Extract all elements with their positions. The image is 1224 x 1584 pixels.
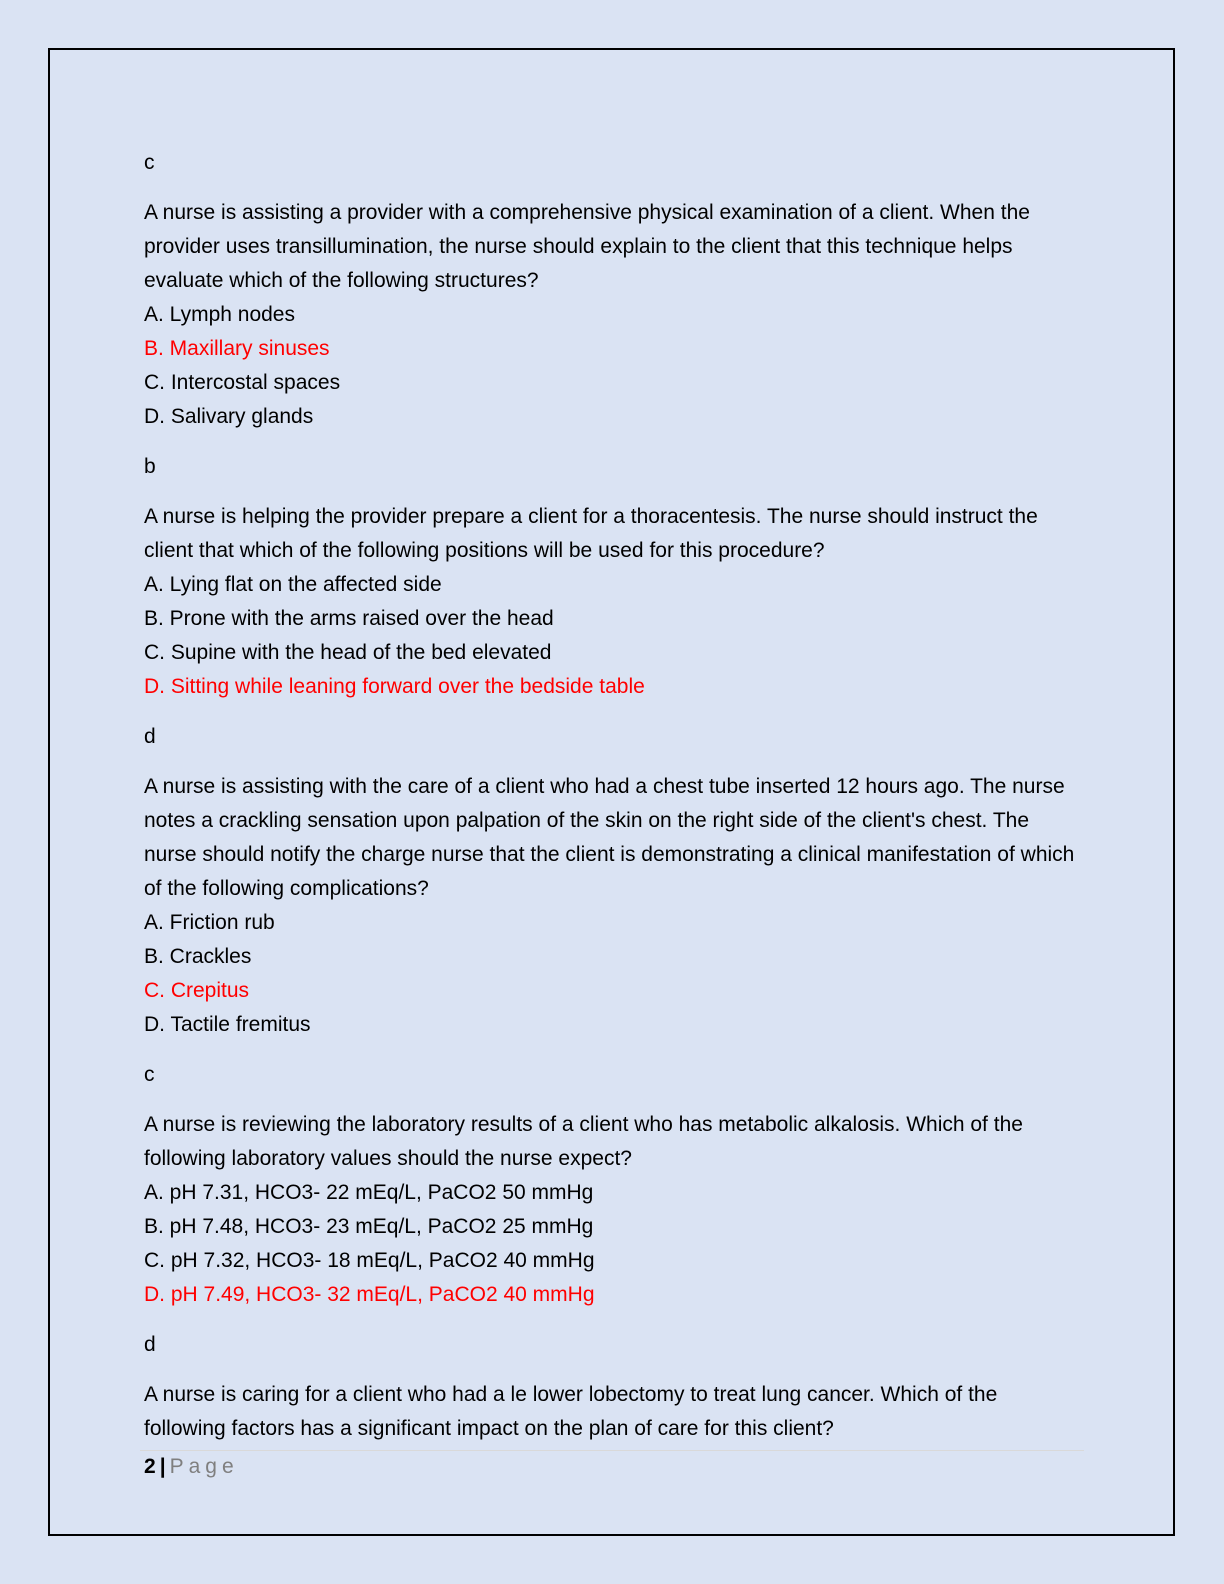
- footer-separator: |: [159, 1455, 166, 1478]
- option-c: C. pH 7.32, HCO3- 18 mEq/L, PaCO2 40 mmHg: [144, 1249, 595, 1272]
- option-b: B. Prone with the arms raised over the head: [144, 607, 554, 630]
- option-a: A. Lymph nodes: [144, 303, 295, 326]
- question-block-1: [144, 146, 1084, 434]
- option-c: C. Supine with the head of the bed elevated: [144, 641, 552, 664]
- page-number: 2: [144, 1455, 156, 1478]
- answer-key: c: [144, 151, 155, 174]
- option-b-correct: B. Maxillary sinuses: [144, 337, 330, 360]
- question-text: A nurse is assisting with the care of a client who had a chest tube inserted 12 hours ago. The nurse notes a crackling sensation upon palpation of the skin on the right side of the client's chest. The nurse should notify the charge nurse that the client is demonstrating a clinical manifestation of which of the following complications?: [144, 775, 1075, 900]
- option-d: D. Tactile fremitus: [144, 1013, 311, 1036]
- question-text: A nurse is helping the provider prepare a client for a thoracentesis. The nurse should instruct the client that which of the following positions will be used for this procedure?: [144, 505, 1038, 562]
- page-label: Page: [169, 1455, 239, 1478]
- answer-key: c: [144, 1063, 155, 1086]
- option-c: C. Intercostal spaces: [144, 371, 341, 394]
- option-d-correct: D. pH 7.49, HCO3- 32 mEq/L, PaCO2 40 mmHg: [144, 1283, 595, 1306]
- question-block-2: [144, 450, 1084, 704]
- answer-key: d: [144, 725, 156, 748]
- option-b: B. pH 7.48, HCO3- 23 mEq/L, PaCO2 25 mmHg: [144, 1215, 594, 1238]
- option-a: A. Lying flat on the affected side: [144, 573, 442, 596]
- option-d-correct: D. Sitting while leaning forward over the bedside table: [144, 675, 645, 698]
- question-text: A nurse is reviewing the laboratory results of a client who has metabolic alkalosis. Which of the following laboratory values should the nurse expect?: [144, 1113, 1023, 1170]
- option-a: A. Friction rub: [144, 911, 275, 934]
- question-block-4: [144, 1058, 1084, 1312]
- question-text: A nurse is assisting a provider with a comprehensive physical examination of a client. When the provider uses transillumination, the nurse should explain to the client that this technique helps evaluate which of the following structures?: [144, 201, 1030, 292]
- question-text: A nurse is caring for a client who had a le lower lobectomy to treat lung cancer. Which of the following factors has a significant impact on the plan of care for this client?: [144, 1383, 998, 1440]
- question-block-5: [144, 1328, 1084, 1446]
- answer-key: b: [144, 455, 156, 478]
- option-b: B. Crackles: [144, 945, 252, 968]
- option-d: D. Salivary glands: [144, 405, 314, 428]
- option-a: A. pH 7.31, HCO3- 22 mEq/L, PaCO2 50 mmHg: [144, 1181, 594, 1204]
- answer-key: d: [144, 1333, 156, 1356]
- question-block-3: [144, 720, 1084, 1042]
- document-body: [144, 146, 1084, 1462]
- option-c-correct: C. Crepitus: [144, 979, 250, 1002]
- footer-divider: [140, 1450, 1084, 1451]
- page-footer: [144, 1452, 239, 1482]
